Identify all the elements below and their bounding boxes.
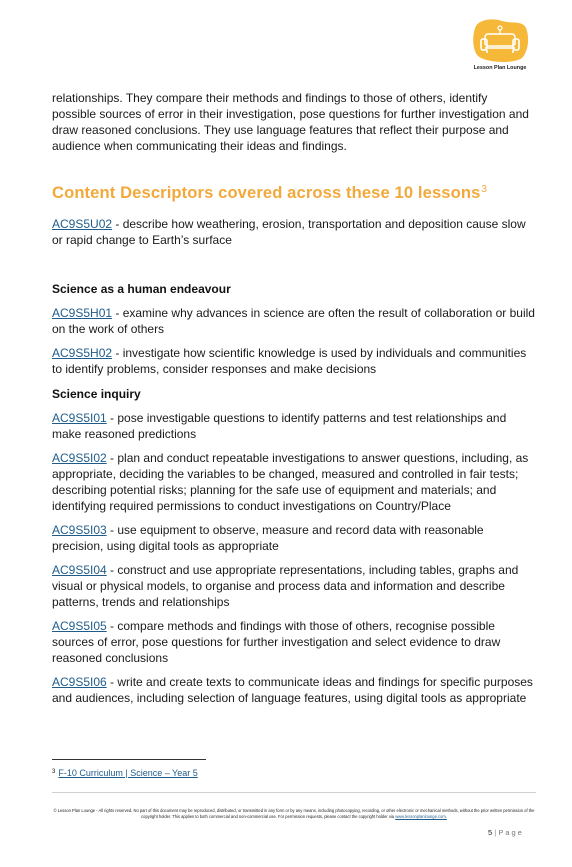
descriptor-code-link[interactable]: AC9S5I03 xyxy=(52,523,107,537)
page-label: Page xyxy=(498,828,524,837)
logo xyxy=(470,18,530,78)
descriptor-text: - examine why advances in science are often the result of collaboration or build on the work of others xyxy=(52,306,535,336)
section-heading-human-endeavour: Science as a human endeavour xyxy=(52,282,231,296)
descriptor-item-inquiry-4 xyxy=(52,562,536,610)
descriptor-code-link[interactable]: AC9S5I06 xyxy=(52,675,107,689)
descriptor-text: - investigate how scientific knowledge is used by individuals and communities to identify problems, consider responses and make decisions xyxy=(52,346,527,376)
intro-paragraph: relationships. They compare their methods and findings to those of others, identify possible sources of error in their investigation, pose questions for further investigation and draw reasoned conclusions. They use language features that reflect their purpose and audience when communicating their ideas and findings. xyxy=(52,91,529,153)
descriptor-text: - describe how weathering, erosion, transportation and deposition cause slow or rapid change to Earth’s surface xyxy=(52,217,526,247)
copyright-notice xyxy=(52,808,536,820)
copyright-text: © Lesson Plan Lounge - All rights reserved. No part of this document may be reproduced, distributed, or transmitted in any form or by any means, including photocopying, recording, or other electronic or mechanical methods, without the prior written permission of the copyright holder. This applies to both commercial and non-commercial use. For permission requests, please contact the copyright holder via xyxy=(53,808,535,819)
descriptor-text: - construct and use appropriate representations, including tables, graphs and visual or physical models, to organise and process data and information and describe patterns, trends and relationships xyxy=(52,563,519,609)
descriptor-item xyxy=(52,450,536,514)
descriptor-code-link[interactable]: AC9S5U02 xyxy=(52,217,113,231)
footnote-divider xyxy=(52,759,206,760)
copyright-link[interactable]: www.lessonplanlounge.com. xyxy=(395,814,447,819)
descriptor-item xyxy=(52,410,536,442)
footnote xyxy=(52,768,198,778)
descriptor-item xyxy=(52,522,536,554)
intro-section xyxy=(52,90,532,154)
descriptor-item xyxy=(52,345,536,377)
logo-text: Lesson Plan Lounge xyxy=(473,65,527,71)
descriptor-item xyxy=(52,305,536,337)
descriptor-item-inquiry-1 xyxy=(52,410,536,442)
descriptor-item-inquiry-3 xyxy=(52,522,536,554)
descriptor-list-human-2 xyxy=(52,345,536,377)
descriptor-text: - plan and conduct repeatable investigations to answer questions, including, as appropriate, deciding the variables to be changed, measured and controlled in fair tests; describing potential risks; planning for the safe use of equipment and materials; and identifying required permissions to conduct investigations on Country/Place xyxy=(52,451,529,513)
descriptor-text: - compare methods and findings with those of others, recognise possible sources of error, pose questions for further investigation and select evidence to draw reasoned conclusions xyxy=(52,619,501,665)
footnote-number: 3 xyxy=(52,769,56,775)
heading-footnote-ref[interactable]: 3 xyxy=(481,184,488,195)
descriptor-code-link[interactable]: AC9S5H01 xyxy=(52,306,113,320)
content-descriptors-heading xyxy=(52,183,487,203)
descriptor-code-link[interactable]: AC9S5I04 xyxy=(52,563,107,577)
couch-icon xyxy=(470,18,530,62)
descriptor-code-link[interactable]: AC9S5I02 xyxy=(52,451,107,465)
descriptor-item-inquiry-2 xyxy=(52,450,536,514)
descriptor-code-link[interactable]: AC9S5H02 xyxy=(52,346,113,360)
descriptor-text: - use equipment to observe, measure and record data with reasonable precision, using digital tools as appropriate xyxy=(52,523,484,553)
page-separator: | xyxy=(494,828,497,837)
descriptor-list-top xyxy=(52,216,536,248)
footnote-link[interactable]: F-10 Curriculum | Science – Year 5 xyxy=(58,768,198,778)
page-number xyxy=(488,828,524,837)
descriptor-item xyxy=(52,562,536,610)
descriptor-item xyxy=(52,674,536,706)
descriptor-item-inquiry-6 xyxy=(52,674,536,706)
descriptor-text: - write and create texts to communicate ideas and findings for specific purposes and audiences, including selection of language features, using digital tools as appropriate xyxy=(52,675,533,705)
descriptor-item-inquiry-5 xyxy=(52,618,536,666)
heading-text: Content Descriptors covered across these 10 lessons xyxy=(52,183,481,202)
descriptor-item xyxy=(52,618,536,666)
descriptor-list-human xyxy=(52,305,536,337)
descriptor-text: - pose investigable questions to identify patterns and test relationships and make reasoned predictions xyxy=(52,411,507,441)
descriptor-code-link[interactable]: AC9S5I01 xyxy=(52,411,107,425)
descriptor-item xyxy=(52,216,536,248)
descriptor-code-link[interactable]: AC9S5I05 xyxy=(52,619,107,633)
page-number-value: 5 xyxy=(488,828,493,837)
footer-divider xyxy=(52,792,536,793)
section-heading-science-inquiry: Science inquiry xyxy=(52,387,141,401)
